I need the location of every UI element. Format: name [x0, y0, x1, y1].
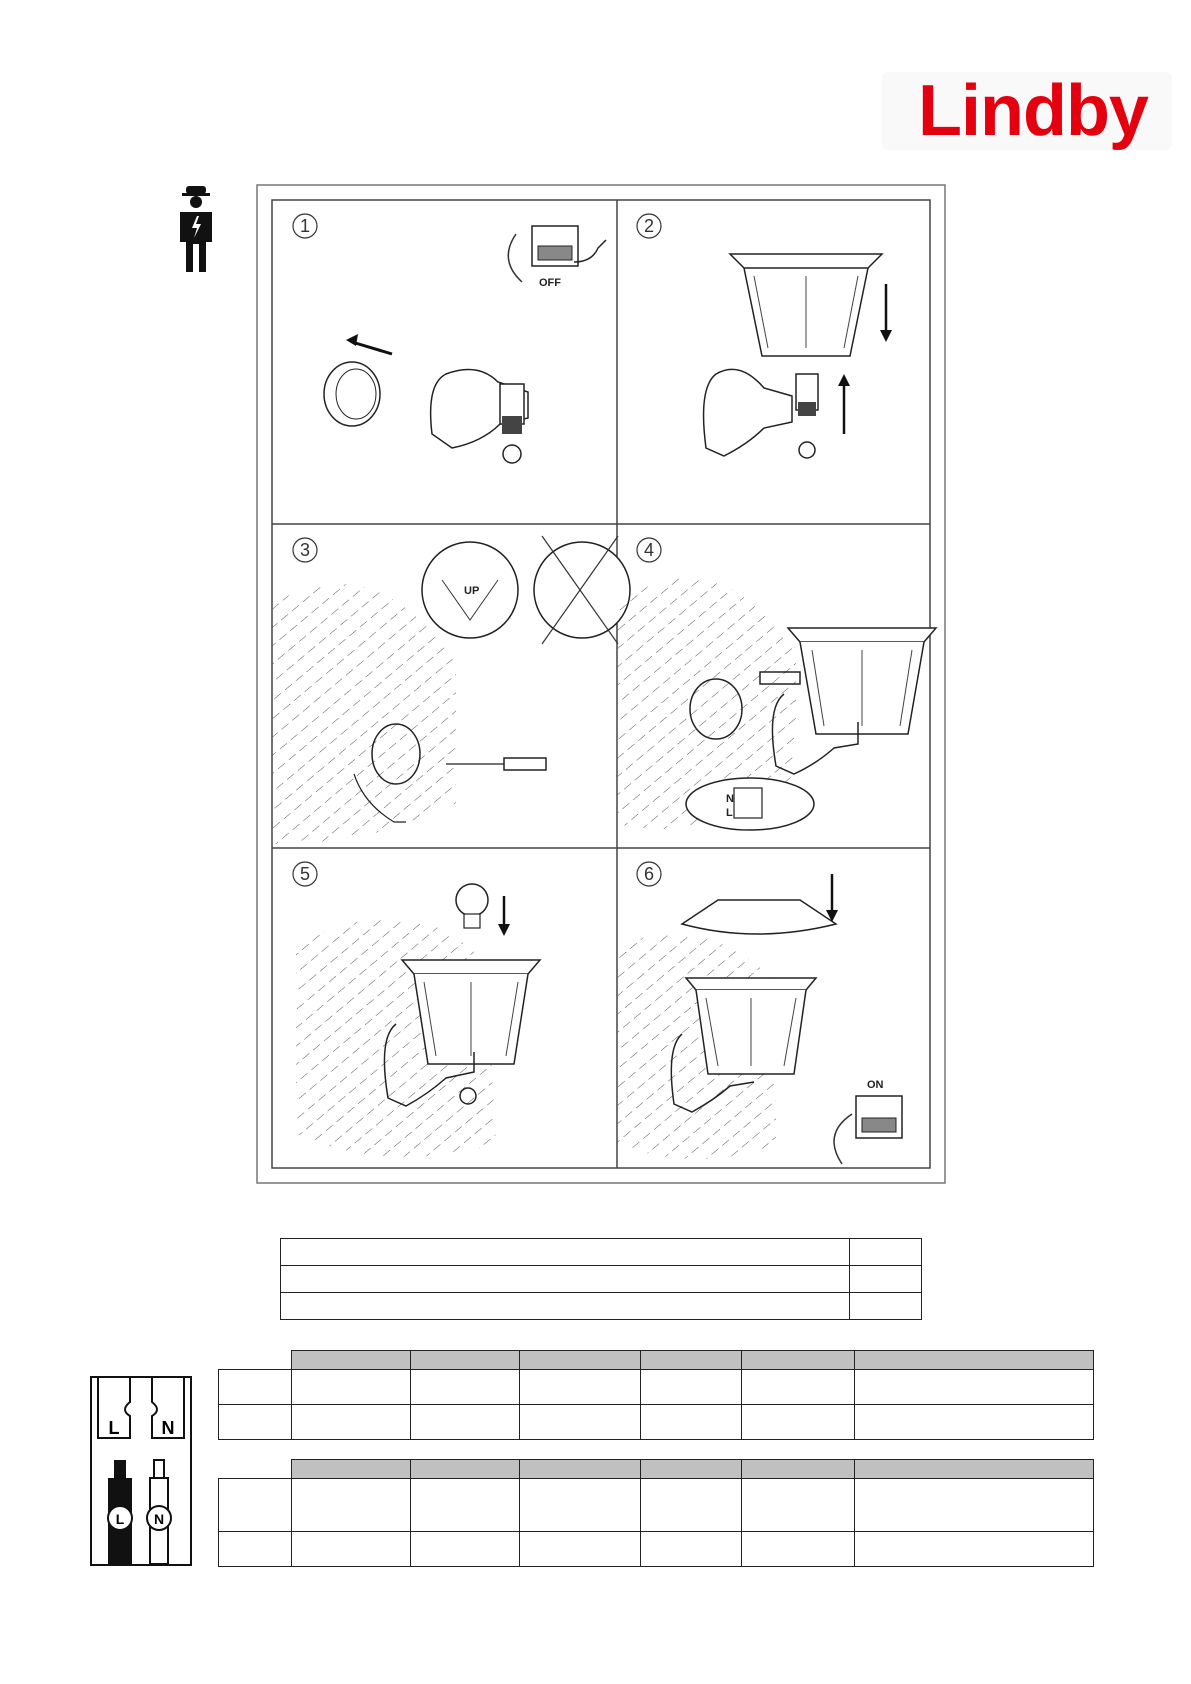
table-cell — [741, 1479, 854, 1532]
wiring-live-label: L — [108, 1418, 120, 1438]
header-cell — [640, 1351, 741, 1370]
table-cell — [410, 1370, 519, 1405]
header-cell — [519, 1460, 640, 1479]
table-header-row — [219, 1351, 1094, 1370]
step-6-on-label: ON — [867, 1079, 884, 1091]
table-cell — [640, 1405, 741, 1440]
table-cell — [291, 1370, 410, 1405]
table-row — [219, 1405, 1094, 1440]
header-cell — [741, 1351, 854, 1370]
table-cell — [519, 1532, 640, 1567]
table-cell — [519, 1479, 640, 1532]
table-cell — [640, 1479, 741, 1532]
table-cell — [850, 1293, 922, 1320]
step-2-number: 2 — [643, 216, 655, 236]
wire-table-a — [218, 1350, 1094, 1440]
header-cell — [291, 1351, 410, 1370]
step-6-panel — [617, 862, 902, 1164]
step-2-panel — [637, 214, 892, 458]
wiring-live-terminal: L — [115, 1511, 125, 1527]
table-cell — [854, 1370, 1094, 1405]
table-cell — [741, 1405, 854, 1440]
wiring-neutral-terminal: N — [153, 1511, 165, 1527]
electrician-icon — [176, 184, 216, 274]
table-cell — [854, 1479, 1094, 1532]
step-1-off-label: OFF — [539, 277, 561, 289]
step-4-panel — [617, 538, 936, 830]
table-row — [219, 1532, 1094, 1567]
step-4-number: 4 — [643, 540, 655, 560]
wiring-diagram-icon — [90, 1376, 192, 1566]
table-cell — [219, 1532, 292, 1567]
brand-name: Lindby — [918, 71, 1148, 151]
step-3-panel — [272, 536, 630, 844]
brand-logo — [882, 72, 1172, 150]
step-5-number: 5 — [299, 864, 311, 884]
table-cell — [850, 1266, 922, 1293]
header-cell — [640, 1460, 741, 1479]
table-cell — [219, 1370, 292, 1405]
header-cell — [741, 1460, 854, 1479]
table-cell — [281, 1239, 850, 1266]
step-4-live-label: L — [726, 807, 733, 819]
table-cell — [281, 1266, 850, 1293]
step-3-number: 3 — [299, 540, 311, 560]
step-1-panel — [293, 214, 606, 463]
table-cell — [854, 1405, 1094, 1440]
step-4-neutral-label: N — [726, 793, 734, 805]
table-cell — [410, 1532, 519, 1567]
header-cell — [410, 1460, 519, 1479]
table-cell — [219, 1479, 292, 1532]
step-6-number: 6 — [643, 864, 655, 884]
table-cell — [741, 1370, 854, 1405]
header-cell — [854, 1460, 1094, 1479]
instruction-figure — [256, 184, 946, 1184]
step-1-number: 1 — [299, 216, 311, 236]
header-cell — [410, 1351, 519, 1370]
header-cell — [854, 1351, 1094, 1370]
step-3-up-label: UP — [464, 585, 480, 597]
table-cell — [219, 1405, 292, 1440]
table-cell — [640, 1532, 741, 1567]
table-cell — [410, 1479, 519, 1532]
table-cell — [640, 1370, 741, 1405]
table-cell — [291, 1405, 410, 1440]
table-cell — [519, 1405, 640, 1440]
wiring-neutral-label: N — [161, 1418, 175, 1438]
table-cell — [291, 1532, 410, 1567]
table-row — [219, 1479, 1094, 1532]
table-header-row — [219, 1460, 1094, 1479]
table-cell — [741, 1532, 854, 1567]
wire-table-b — [218, 1459, 1094, 1567]
table-cell — [281, 1293, 850, 1320]
specifications-table — [280, 1238, 922, 1320]
header-cell — [519, 1351, 640, 1370]
table-cell — [410, 1405, 519, 1440]
table-row — [281, 1266, 922, 1293]
table-row — [281, 1239, 922, 1266]
table-cell — [850, 1239, 922, 1266]
table-cell — [291, 1479, 410, 1532]
step-5-panel — [293, 862, 540, 1157]
header-cell — [291, 1460, 410, 1479]
table-cell — [854, 1532, 1094, 1567]
table-row — [219, 1370, 1094, 1405]
table-row — [281, 1293, 922, 1320]
table-cell — [519, 1370, 640, 1405]
